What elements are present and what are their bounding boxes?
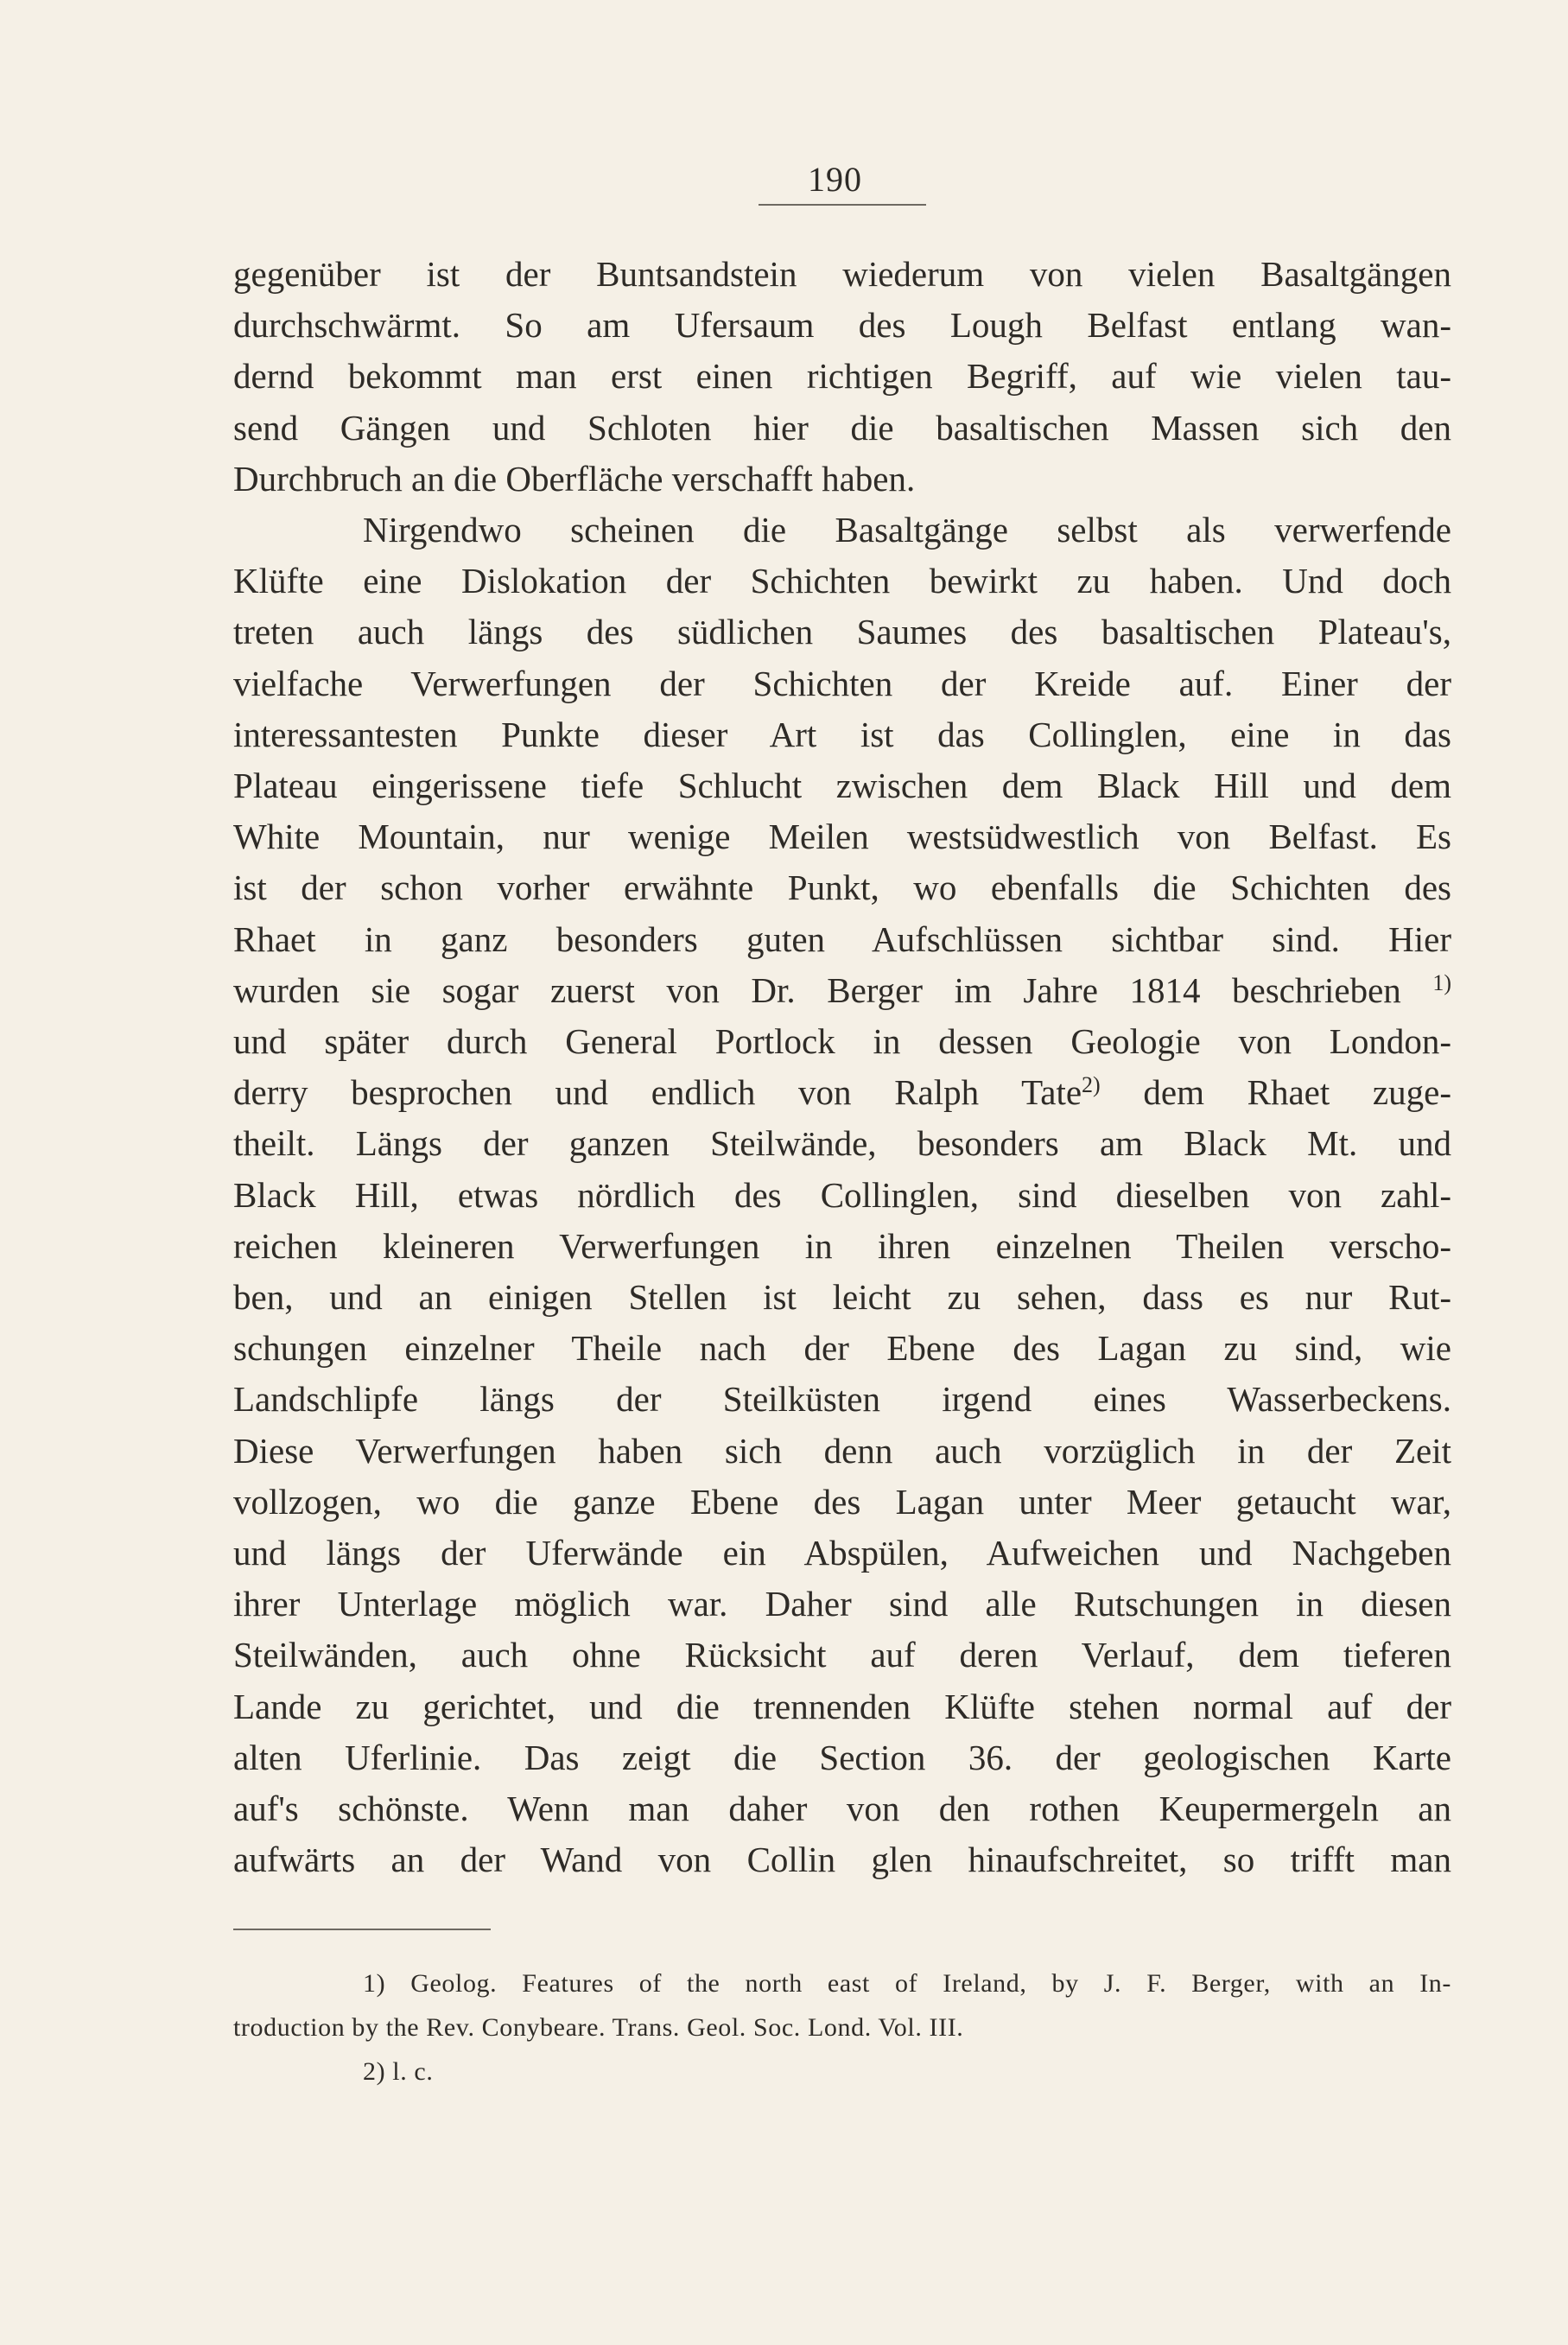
text-line: Steilwänden, auch ohne Rücksicht auf deren Verlauf, dem tieferen bbox=[233, 1635, 1451, 1675]
footnote-rule bbox=[233, 1929, 491, 1930]
text-line: Black Hill, etwas nördlich des Collinglen, sind dieselben von zahl- bbox=[233, 1174, 1451, 1215]
text-line: durchschwärmt. So am Ufersaum des Lough Belfast entlang wan- bbox=[233, 305, 1451, 346]
page-number: 190 bbox=[808, 160, 862, 199]
header-rule bbox=[759, 204, 926, 206]
text-line: alten Uferlinie. Das zeigt die Section 36. der geologischen Karte bbox=[233, 1737, 1451, 1777]
text-line: White Mountain, nur wenige Meilen westsüdwestlich von Belfast. Es bbox=[233, 817, 1451, 857]
main-text bbox=[233, 249, 1451, 1886]
text-line: treten auch längs des südlichen Saumes des basaltischen Plateau's, bbox=[233, 612, 1451, 652]
text-line: Plateau eingerissene tiefe Schlucht zwischen dem Black Hill und dem bbox=[233, 766, 1451, 806]
text-line: ihrer Unterlage möglich war. Daher sind alle Rutschungen in diesen bbox=[233, 1584, 1451, 1624]
text-line: ben, und an einigen Stellen ist leicht zu sehen, dass es nur Rut- bbox=[233, 1277, 1451, 1318]
text-line: vollzogen, wo die ganze Ebene des Lagan unter Meer getaucht war, bbox=[233, 1481, 1451, 1522]
text-segment: derry besprochen und endlich von Ralph Tate bbox=[233, 1072, 1082, 1113]
text-line: Landschlipfe längs der Steilküsten irgend eines Wasserbeckens. bbox=[233, 1379, 1451, 1420]
footnote-1-continued: troduction by the Rev. Conybeare. Trans. Geol. Soc. Lond. Vol. III. bbox=[233, 2013, 964, 2042]
footnote-2: 2) l. c. bbox=[363, 2057, 434, 2086]
text-segment: dem Rhaet zuge- bbox=[1100, 1072, 1451, 1113]
text-line: reichen kleineren Verwerfungen in ihren einzelnen Theilen verscho- bbox=[233, 1225, 1451, 1266]
text-line: Rhaet in ganz besonders guten Aufschlüssen sichtbar sind. Hier bbox=[233, 918, 1451, 959]
text-line: dernd bekommt man erst einen richtigen Begriff, auf wie vielen tau- bbox=[233, 356, 1451, 397]
text-line: Lande zu gerichtet, und die trennenden Klüfte stehen normal auf der bbox=[233, 1686, 1451, 1726]
text-line: Durchbruch an die Oberfläche verschafft haben. bbox=[233, 458, 916, 499]
footnote-ref-2: 2) bbox=[1082, 1072, 1101, 1098]
text-segment: wurden sie sogar zuerst von Dr. Berger im Jahre 1814 beschrieben bbox=[233, 969, 1401, 1010]
text-line: schungen einzelner Theile nach der Ebene des Lagan zu sind, wie bbox=[233, 1328, 1451, 1369]
text-line: auf's schönste. Wenn man daher von den rothen Keupermergeln an bbox=[233, 1789, 1451, 1829]
text-line: aufwärts an der Wand von Collin glen hinaufschreitet, so trifft man bbox=[233, 1840, 1451, 1880]
footnotes bbox=[233, 1961, 1451, 2094]
text-line: vielfache Verwerfungen der Schichten der Kreide auf. Einer der bbox=[233, 663, 1451, 703]
text-line: send Gängen und Schloten hier die basaltischen Massen sich den bbox=[233, 407, 1451, 448]
text-line: ist der schon vorher erwähnte Punkt, wo ebenfalls die Schichten des bbox=[233, 867, 1451, 908]
text-line-with-note bbox=[233, 1067, 1451, 1118]
footnote-ref-1: 1) bbox=[1432, 969, 1452, 995]
text-line: interessantesten Punkte dieser Art ist das Collinglen, eine in das bbox=[233, 714, 1451, 754]
text-line: Nirgendwo scheinen die Basaltgänge selbst als verwerfende bbox=[363, 510, 1451, 550]
text-line: theilt. Längs der ganzen Steilwände, besonders am Black Mt. und bbox=[233, 1123, 1451, 1164]
text-line: und später durch General Portlock in dessen Geologie von London- bbox=[233, 1021, 1451, 1062]
text-line: Diese Verwerfungen haben sich denn auch vorzüglich in der Zeit bbox=[233, 1430, 1451, 1471]
text-line-with-note bbox=[233, 965, 1451, 1016]
footnote-1: 1) Geolog. Features of the north east of Ireland, by J. F. Berger, with an In- bbox=[363, 1969, 1451, 1998]
text-line: Klüfte eine Dislokation der Schichten bewirkt zu haben. Und doch bbox=[233, 561, 1451, 601]
text-line: gegenüber ist der Buntsandstein wiederum von vielen Basaltgängen bbox=[233, 254, 1451, 294]
text-line: und längs der Uferwände ein Abspülen, Aufweichen und Nachgeben bbox=[233, 1533, 1451, 1573]
